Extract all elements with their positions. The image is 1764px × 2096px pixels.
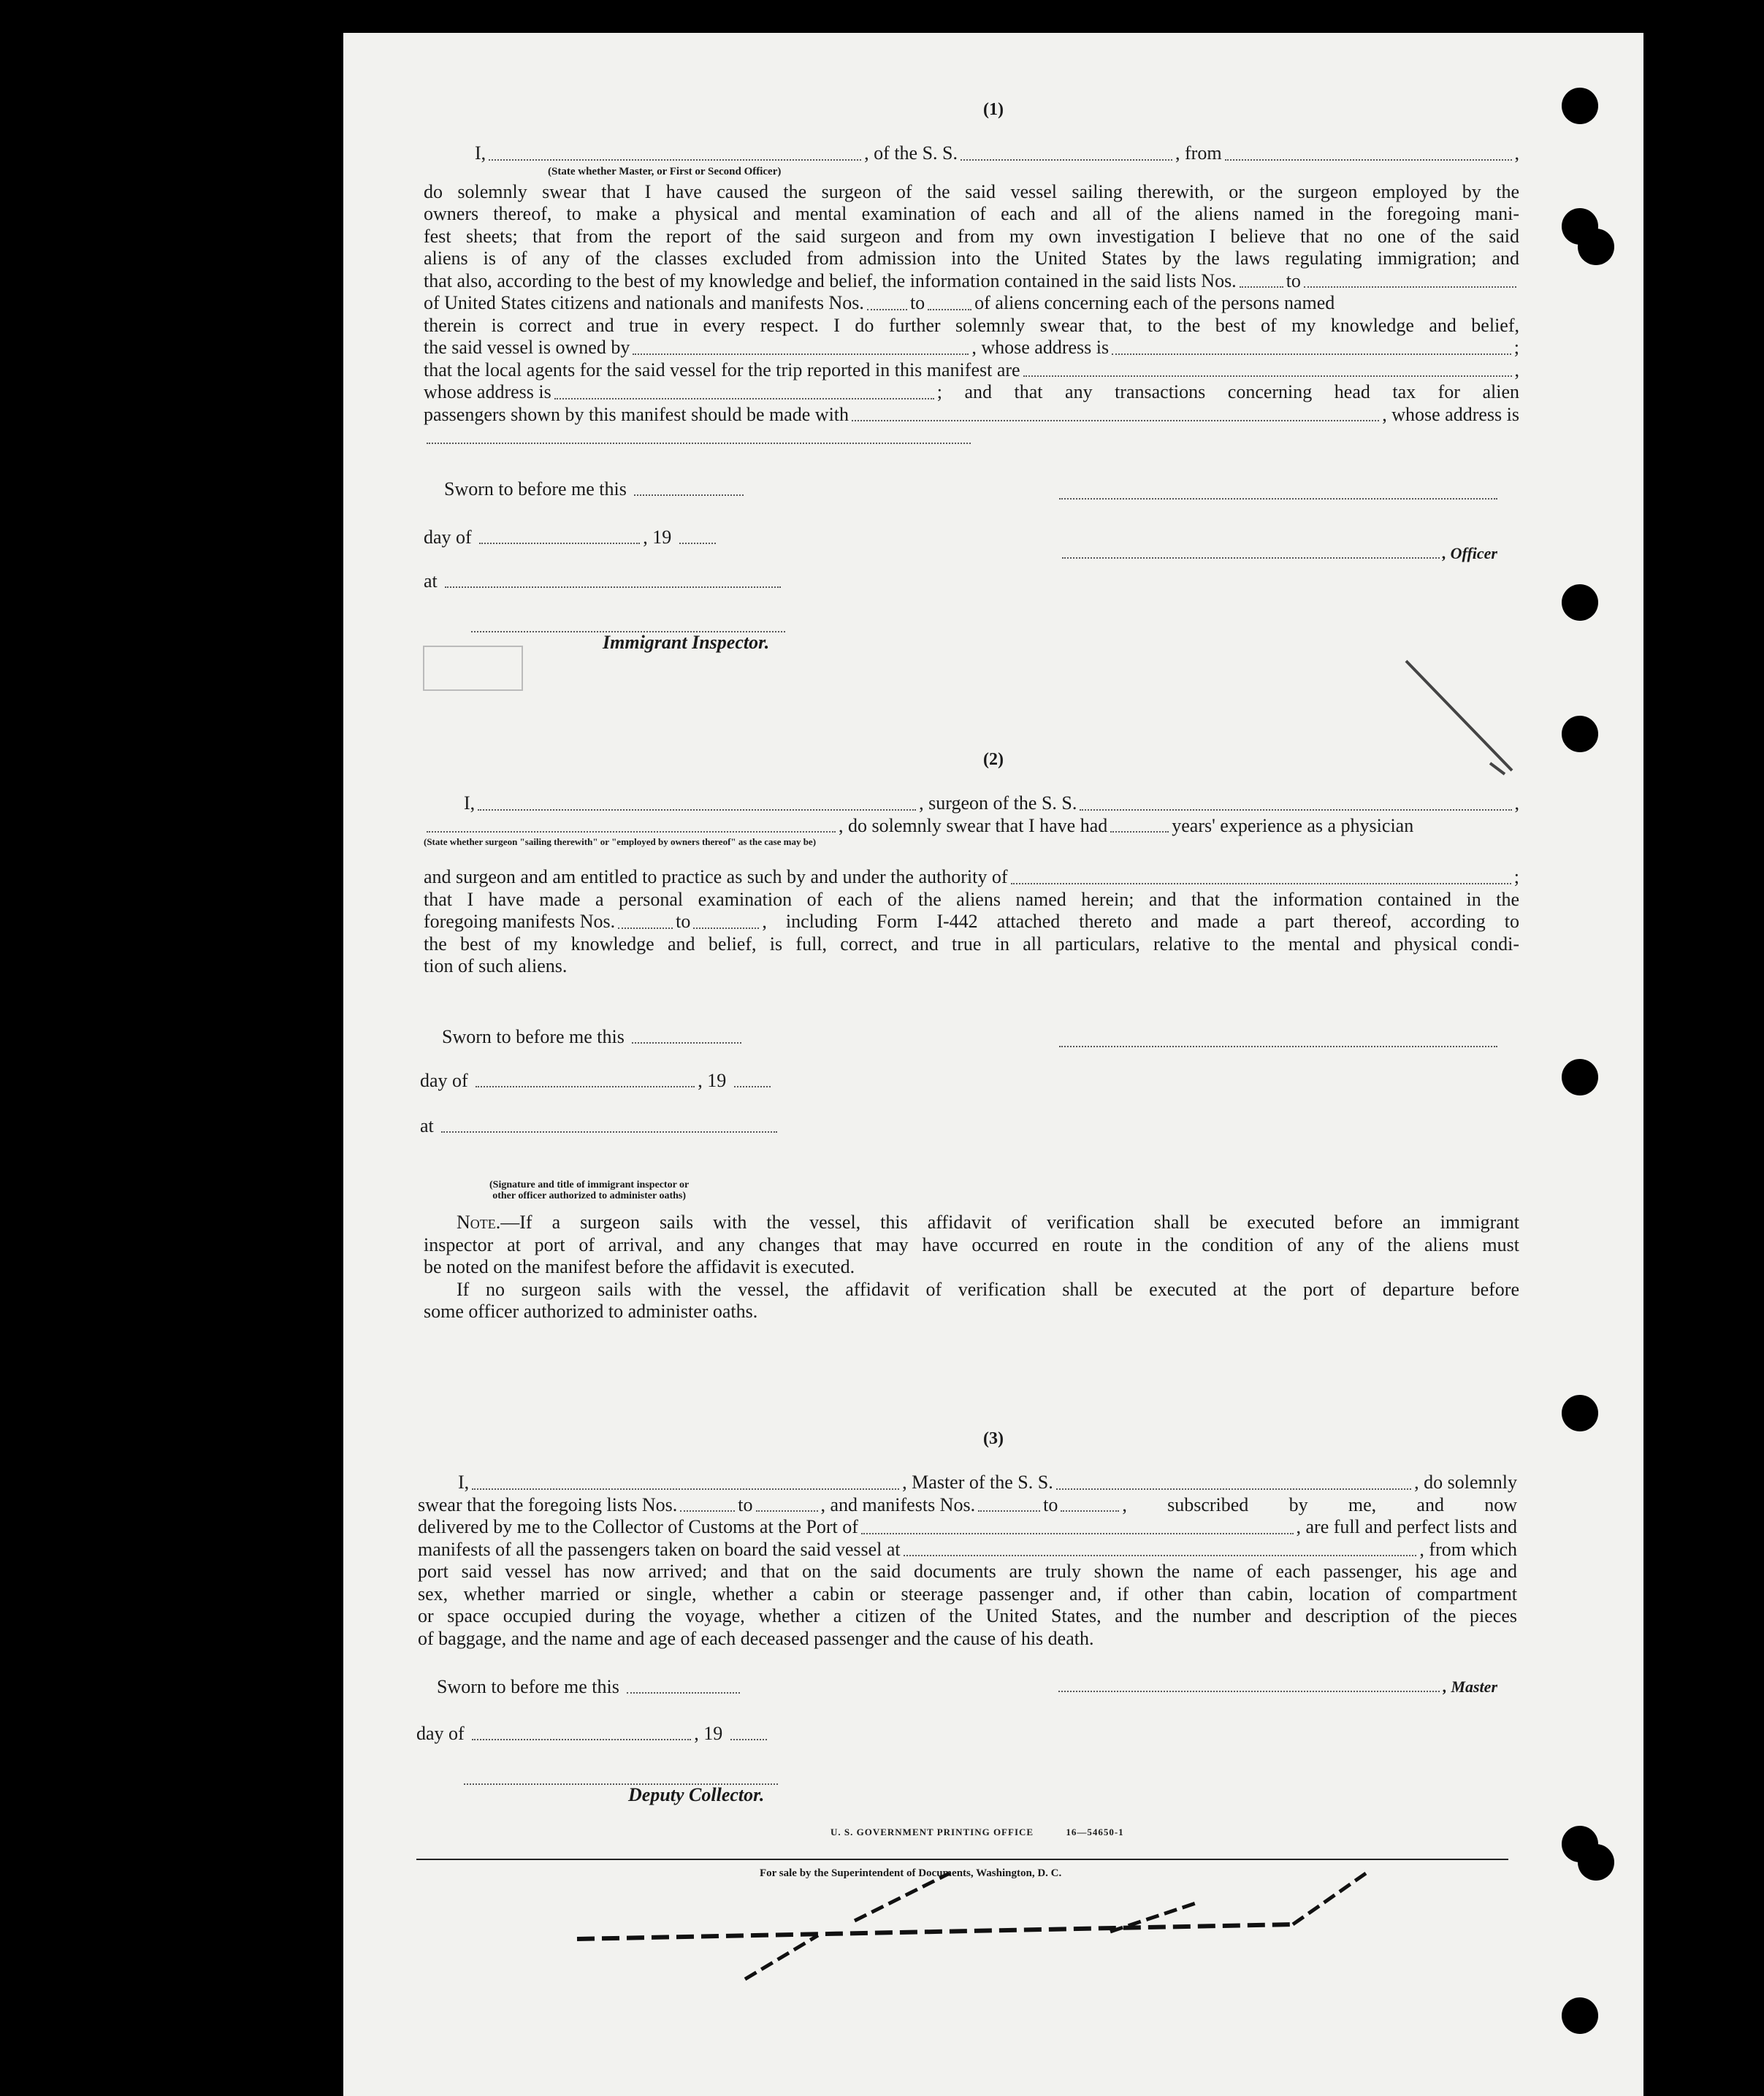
gpo-imprint: U. S. GOVERNMENT PRINTING OFFICE — [831, 1827, 1034, 1837]
strike-line — [855, 1873, 950, 1921]
section-1-number: (1) — [983, 100, 1004, 119]
section-3-body: I, , Master of the S. S. , do solemnly swear that the foregoing lists Nos. to , and manifests Nos. to , subscribed by me, and now delivered by me to the Collector of Customs at the Port of , are full and perfect lists and manifests of all the passengers taken on board the said vessel at , from which port said vessel has now arrived; and that on the said documents are truly shown the name of each passenger, his age and sex, whether married or single, whether a cabin or steerage passenger and, if other than cabin, location of compartment or space occupied during the voyage, whether a citizen of the United States, and the number and description of the pieces of baggage, and the name and age of each deceased passenger and the cause of his death. — [418, 1472, 1517, 1649]
section-1-body: I, , of the S. S. , from , (State whether Master, or First or Second Officer) do solemnly swear that I have caused the surgeon of the said vessel sailing therewith, or the surgeon employed by the owners thereof, to make a physical and mental examination of each and all of the aliens named in the foregoing mani- fest sheets; that from the report of the said surgeon and from my own investigation I believe that no one of the said aliens is of any of the classes excluded from admission into the United States by the laws regulating immigration; and that also, according to the best of my knowledge and belief, the information contained in the said lists Nos. to of United States citizens and nationals and manifests Nos. to of aliens concerning each of the persons named therein is correct and true in every respect. I do further solemnly swear that, to the best of my knowledge and belief, the said vessel is owned by , whose address is ; that the local agents for the said vessel for the trip reported in this manifest are , whose address is ; and that any transactions concerning head tax for alien passengers shown by this manifest should be made with , whose address is — [424, 142, 1519, 448]
s2-signature-caption-1: (Signature and title of immigrant inspector or — [489, 1179, 690, 1190]
section-3-number: (3) — [983, 1429, 1004, 1448]
section-2-number: (2) — [983, 750, 1004, 769]
pen-stroke — [1406, 661, 1512, 770]
form-code: 16—54650-1 — [1066, 1827, 1124, 1837]
sale-notice: For sale by the Superintendent of Documents, Washington, D. C. — [760, 1867, 1062, 1879]
officer-title-note: (State whether Master, or First or Second Officer) — [548, 165, 782, 177]
section-1-line-1: I, , of the S. S. , from , — [475, 142, 1519, 164]
overleaf-marks — [343, 33, 1643, 2096]
deputy-collector-label: Deputy Collector. — [628, 1784, 765, 1805]
section-2-note: Note.—If a surgeon sails with the vessel, this affidavit of verification shall be executed before an immigrant inspector at port of arrival, and any changes that may have occurred en route in the condition of any of the aliens must be noted on the manifest before the affidavit is executed. If no surgeon sails with the vessel, the affidavit of verification shall be executed at the port of departure before some officer authorized to administer oaths. — [424, 1212, 1519, 1322]
strike-line — [1293, 1873, 1366, 1924]
strike-line — [745, 1935, 818, 1979]
pen-stroke — [1490, 763, 1505, 774]
immigrant-inspector-label: Immigrant Inspector. — [603, 632, 770, 653]
form-page: (1) I, , of the S. S. , from , (State whether Master, or First or Second Officer) do solemnly swear that I have caused the surgeon of the said vessel sailing therewith, or the surgeon employed by the owners thereof, to make a physical and mental examination of each and all of the aliens named in the foregoing mani- fest sheets; that from the report of the said surgeon and from my own investigation I believe that no one of the said aliens is of any of the classes excluded from admission into the United States by the laws regulating immigration; and that also, according to the best of my knowledge and belief, the information contained in the said lists Nos. to of United States citizens and nationals and manifests Nos. to of aliens concerning each of the persons named therein is correct and true in every respect. I do further solemnly swear that, to the best of my knowledge and belief, the said vessel is owned by , whose address is ; that the local agents for the said vessel for the trip reported in this manifest are , whose address is ; and that any transactions concerning head tax for alien passengers shown by this manifest should be made with , whose address is Sworn to before me this day of , 19 , Officer at Immigrant Inspector. (2) I, , surgeon of the S. S. , , do solemnly swear that I have had years' experience as a physician (State whether surgeon "sailing therewith" or "employed by owners thereof" as the case may be) and surgeon and am entitled to practice as such by and under the authority of ; that I have made a personal examination of each of the aliens named herein; and that the information contained in the foregoing manifests Nos. to , including Form I-442 attached thereto and made a part thereof, according to the best of my knowledge and belief, is full, correct, and true in all particulars, relative to the mental and physical condi- tion of such aliens. Sworn to before me this day of , 19 at (Signature and title of immigrant inspector or other officer authorized to administer oaths) Note.—If a surgeon sails with the vessel, this affidavit of verification shall be executed before an immigrant inspector at port of arrival, and any changes that may have occurred en route in the condition of any of the aliens must be noted on the manifest before the affidavit is executed. If no surgeon sails with the vessel, the affidavit of verification shall be executed at the port of departure before some officer authorized to administer oaths. (3) I, , Master of the S. S. , do solemnly swear that the foregoing lists Nos. to , and manifests Nos. to , subscribed by me, and now delivered by me to the Collector of Customs at the Port of , are full and perfect lists and manifests of all the passengers taken on board the said vessel at , from which port said vessel has now arrived; and that on the said documents are truly shown the name of each passenger, his age and sex, whether married or single, whether a cabin or steerage passenger and, if other than cabin, location of compartment or space occupied during the voyage, whether a citizen of the United States, and the number and description of the pieces of baggage, and the name and age of each deceased passenger and the cause of his death. Sworn to before me this , Master day of , 19 Deputy Collector. U. S. GOVERNMENT PRINTING OFFICE 16—54650-1 For sale by the Superintendent of Documents, Washington, D. C. — [343, 33, 1643, 2096]
section-2-body: I, , surgeon of the S. S. , , do solemnly swear that I have had years' experience as a physician (State whether surgeon "sailing therewith" or "employed by owners thereof" as the case may be) and surgeon and am entitled to practice as such by and under the authority of ; that I have made a personal examination of each of the aliens named herein; and that the information contained in the foregoing manifests Nos. to , including Form I-442 attached thereto and made a part thereof, according to the best of my knowledge and belief, is full, correct, and true in all particulars, relative to the mental and physical condi- tion of such aliens. — [424, 792, 1519, 976]
s2-signature-caption-2: other officer authorized to administer oaths) — [492, 1190, 687, 1201]
faint-stamp-box — [424, 646, 522, 690]
surgeon-status-note: (State whether surgeon "sailing therewith" or "employed by owners thereof" as the case may be) — [424, 836, 817, 847]
strike-line — [577, 1924, 1293, 1939]
